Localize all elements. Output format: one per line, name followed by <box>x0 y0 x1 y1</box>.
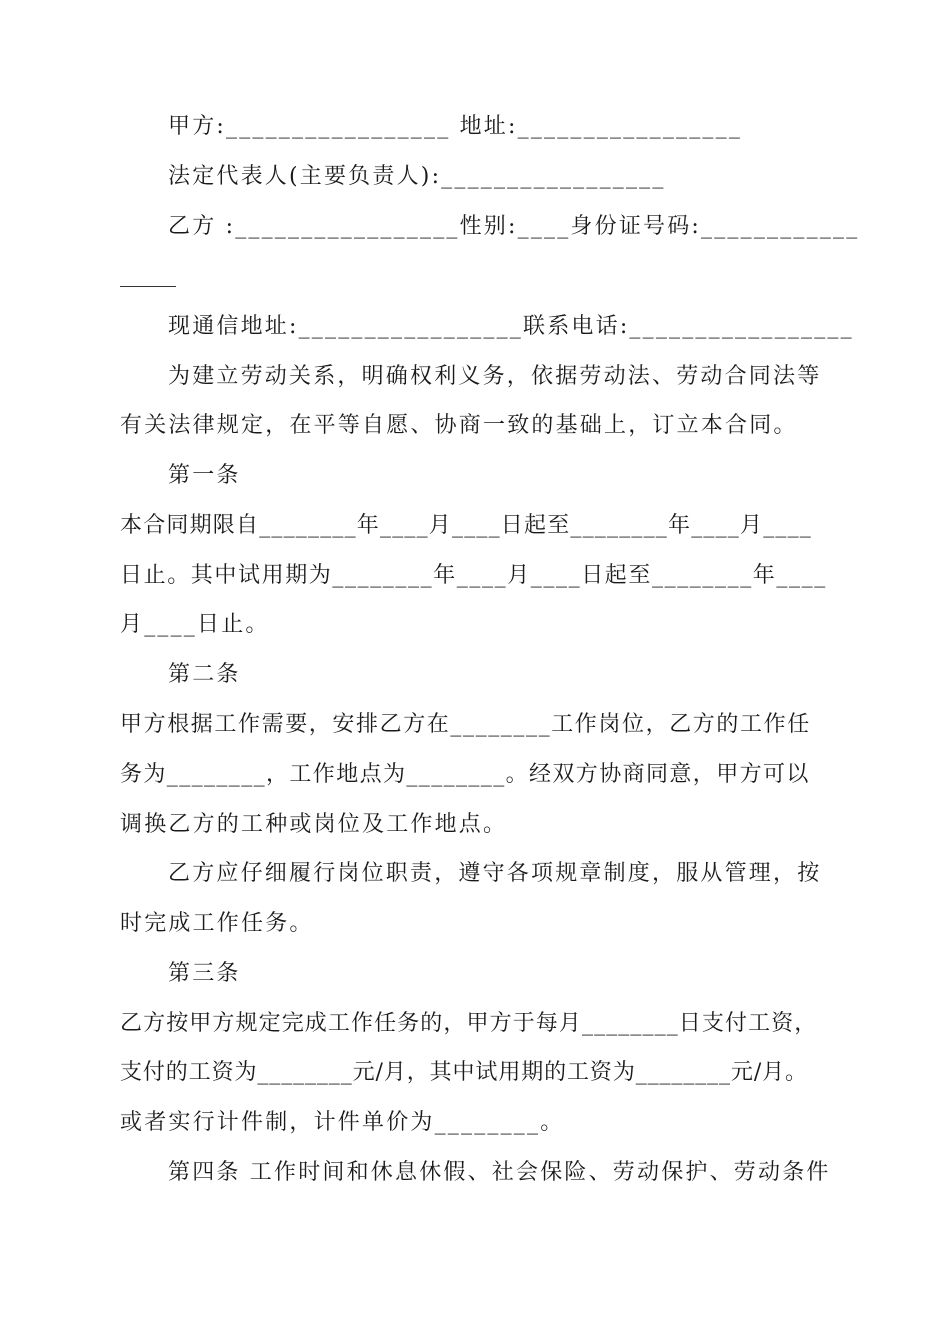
article-2-line-1: 甲方根据工作需要，安排乙方在________工作岗位，乙方的工作任 <box>120 712 811 737</box>
article-2-line-2: 务为________，工作地点为________。经双方协商同意，甲方可以 <box>120 762 810 787</box>
preamble-line-1: 为建立劳动关系，明确权利义务，依据劳动法、劳动合同法等 <box>168 364 822 389</box>
article-3-line-1: 乙方按甲方规定完成工作任务的，甲方于每月________日支付工资， <box>120 1011 818 1036</box>
article-3-line-2: 支付的工资为________元/月，其中试用期的工资为________元/月。 <box>120 1060 808 1085</box>
article-1-line-3: 月____日止。 <box>120 612 270 637</box>
article-1-line-2: 日止。其中试用期为________年____月____日起至________年____ <box>120 563 827 588</box>
article-3-line-3: 或者实行计件制，计件单价为________。 <box>120 1110 565 1135</box>
party-b-line-continuation <box>120 286 176 287</box>
article-2-line-5: 时完成工作任务。 <box>120 911 314 936</box>
legal-representative-line: 法定代表人(主要负责人):_________________ <box>168 164 666 189</box>
party-a-line: 甲方:_________________ 地址:_________________ <box>168 114 743 139</box>
article-2-line-4: 乙方应仔细履行岗位职责，遵守各项规章制度，服从管理，按 <box>168 861 822 886</box>
article-4-heading: 第四条 工作时间和休息休假、社会保险、劳动保护、劳动条件 <box>168 1160 831 1185</box>
contact-address-line: 现通信地址:_________________联系电话:_________________ <box>168 314 854 339</box>
article-1-line-1: 本合同期限自________年____月____日起至________年____月____ <box>120 513 813 538</box>
article-2-heading: 第二条 <box>168 662 241 687</box>
article-3-heading: 第三条 <box>168 961 241 986</box>
preamble-line-2: 有关法律规定，在平等自愿、协商一致的基础上，订立本合同。 <box>120 413 798 438</box>
article-1-heading: 第一条 <box>168 463 241 488</box>
article-2-line-3: 调换乙方的工种或岗位及工作地点。 <box>120 812 508 837</box>
party-b-line: 乙方 :_________________性别:____身份证号码:____________ <box>168 214 860 239</box>
